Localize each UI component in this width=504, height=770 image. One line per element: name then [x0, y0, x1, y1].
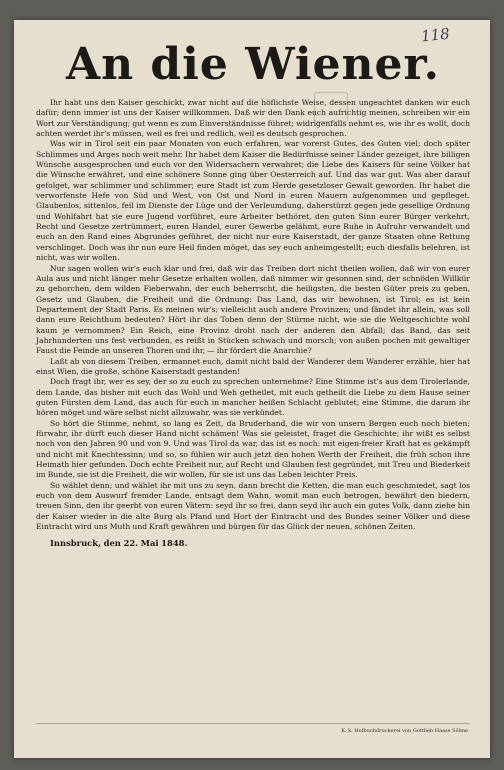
paragraph: So hört die Stimme, nehmt, so lang es Zeit, da Bruderhand, die wir von unsern Bergen euch noch bieten; fürwahr, ihr dürft euch dieser Hand nicht schämen! Was sie geleistet, fraget die Geschichte; ihr wißt es selbst noch von den Jahren 90 und von 9. Und was Tirol da war, das ist es noch: mit eigen-freier Kraft hat es gekämpft und nicht mit Knechtessinn; und so, so fühlen wir auch jetzt den hohen Werth der Freiheit, die früh schon ihre Heimath hier gefunden. Doch echte Freiheit nur, auf Recht und Glauben fest gegründet, mit Treu und Biederkeit im Bunde, sie ist die Freiheit, die wir wollen, für sie ist uns das Leben leichter Preis. [36, 418, 470, 480]
paragraph: Laßt ab von diesem Treiben, ermannet euch, damit nicht bald der Wanderer dem Wanderer erzähle, hier hat einst Wien, die große, schöne Kaiserstadt gestanden! [36, 356, 470, 376]
archive-number: 118 [420, 24, 451, 46]
paragraph: Nur sagen wollen wir's euch klar und frei, daß wir das Treiben dort nicht theilen wollen, daß wir von eurer Aula aus und nicht länger mehr Gesetze erhalten wollen, daß nimmer wir gesonnen sind, der schnöden Willkür zu gehorchen, dem wilden Fieberwahn, der euch beherrscht, die heiligsten, die besten Güter preis zu geben, Gesetz und Glauben, die Freiheit und die Ordnung: Das Land, das wir bewohnen, ist Tirol; es ist kein Departement der Stadt Paris. Es meinen wir's; vielleicht auch andere Provinzen; und fändet ihr allein, was soll dann eure Reichthum bedeuten? Hört ihr das Toben denn der Stürme nicht, wie sie die Weltgeschichte wohl kaum je vernommen? Ein Reich, eine Provinz droht nach der anderen den Abfall; das Band, das seit Jahrhunderten uns fest verbunden, es reißt in Stücken schwach und morsch; von außen pochen mit gewaltiger Faust die Feinde an unseren Thoren und ihr, — ihr fördert die Anarchie? [36, 263, 470, 356]
library-stamp [314, 92, 348, 122]
paragraph: Doch fragt ihr, wer es sey, der so zu euch zu sprechen unternehme? Eine Stimme ist's aus dem Tirolerlande, dem Lande, das bisher mit euch das Wohl und Weh getheilet, mit euch getheilt die Liebe zu dem Hause seiner guten Fürsten dem Land, das auch für euch in mancher heißen Schlacht geblutet; eine Stimme, die darum ihr hören möget und wäre selbst nicht allzuwahr, was sie verkündet. [36, 377, 470, 418]
paragraph: Ihr habt uns den Kaiser geschickt, zwar nicht auf die höflichste Weise, dessen ungeachtet danken wir euch dafür; denn immer ist uns der Kaiser willkommen. Daß wir den Dank euch aufrichtig meinen, schreiben wir ein Wort zur Verständigung; gut wenn es zum Einverständnisse führet; widrigenfalls nehmt es, wie ihr es wollt, doch achten werdet ihr's müssen, weil es frei und redlich, weil es deutsch gesprochen. [36, 98, 470, 139]
footer-rule [36, 723, 470, 724]
paragraph: So wählet denn; und wählet ihr mit uns zu seyn, dann brecht die Ketten, die man euch geschmiedet, sagt los euch von dem Auswurf fremder Lande, entsagt dem Wahn, womit man euch betrogen, bewährt den biedern, treuen Sinn, den ihr geerbt von euren Vätern: seyd ihr so frei, dann seyd ihr auch ein gutes Volk, dann ziehe hin der Kaiser wieder in die alte Burg als Pfand und Hort der Eintracht und des Bundes seiner Völker und diese Eintracht wird uns Muth und Kraft gewähren und bürgen für das Glück der neuen, schönen Zeiten. [36, 480, 470, 532]
poster-sheet [14, 20, 490, 758]
printer-imprint: K. k. Hofbuchdruckerei von Gottlieb Haase Söhne [341, 728, 468, 734]
paragraph: Was wir in Tirol seit ein paar Monaten von euch erfahren, war vorerst Gutes, des Guten viel; doch später Schlimmes und Arges noch weit mehr. Ihr habet dem Kaiser die Bedürfnisse seiner Länder gezeiget, ihre billigen Wünsche ausgesprochen und euch vor den Widersachern verwahret; die Liebe des Kaisers für seine Völker hat die Wünsche erwähret, und eine schönere Sonne ging über Oesterreich auf. Und das war gut. Was aber darauf gefolget, war schlimmer und schlimmer; eure Stadt ist zum Herde gesetzloser Gewalt geworden. Ihr habet die verworfenste Hefe von Süd und West, von Ost und Nord in euren Mauern aufgenommen und gepfleget. Glaubenlos, sittenlos, feil im Dienste der Lüge und der Verleumdung, daherstürzt gegen jede gesellige Ordnung und Wohlfahrt hat sie eure Jugend vorführet, eure Arbeiter bethöret, den guten Sinn eurer Bürger verkehrt, Recht und Gesetze zertrümmert, euren Handel, eurer Gewerbe gelähmt, eure Ruhe in Aufruhr verwandelt und euch an den Rand eines Abgrundes geführet, der nicht nur eure Kaiserstadt, der ganze Staaten ohne Rettung verschlinget. Doch was ihr nun eure Heil finden möget, das sey euch anheimgestellt; euch diesfalls belehren, ist nicht, was wir wollen. [36, 139, 470, 263]
poster-title: An die Wiener. [65, 39, 441, 90]
poster-body [36, 98, 470, 549]
dateline: Innsbruck, den 22. Mai 1848. [50, 538, 188, 549]
